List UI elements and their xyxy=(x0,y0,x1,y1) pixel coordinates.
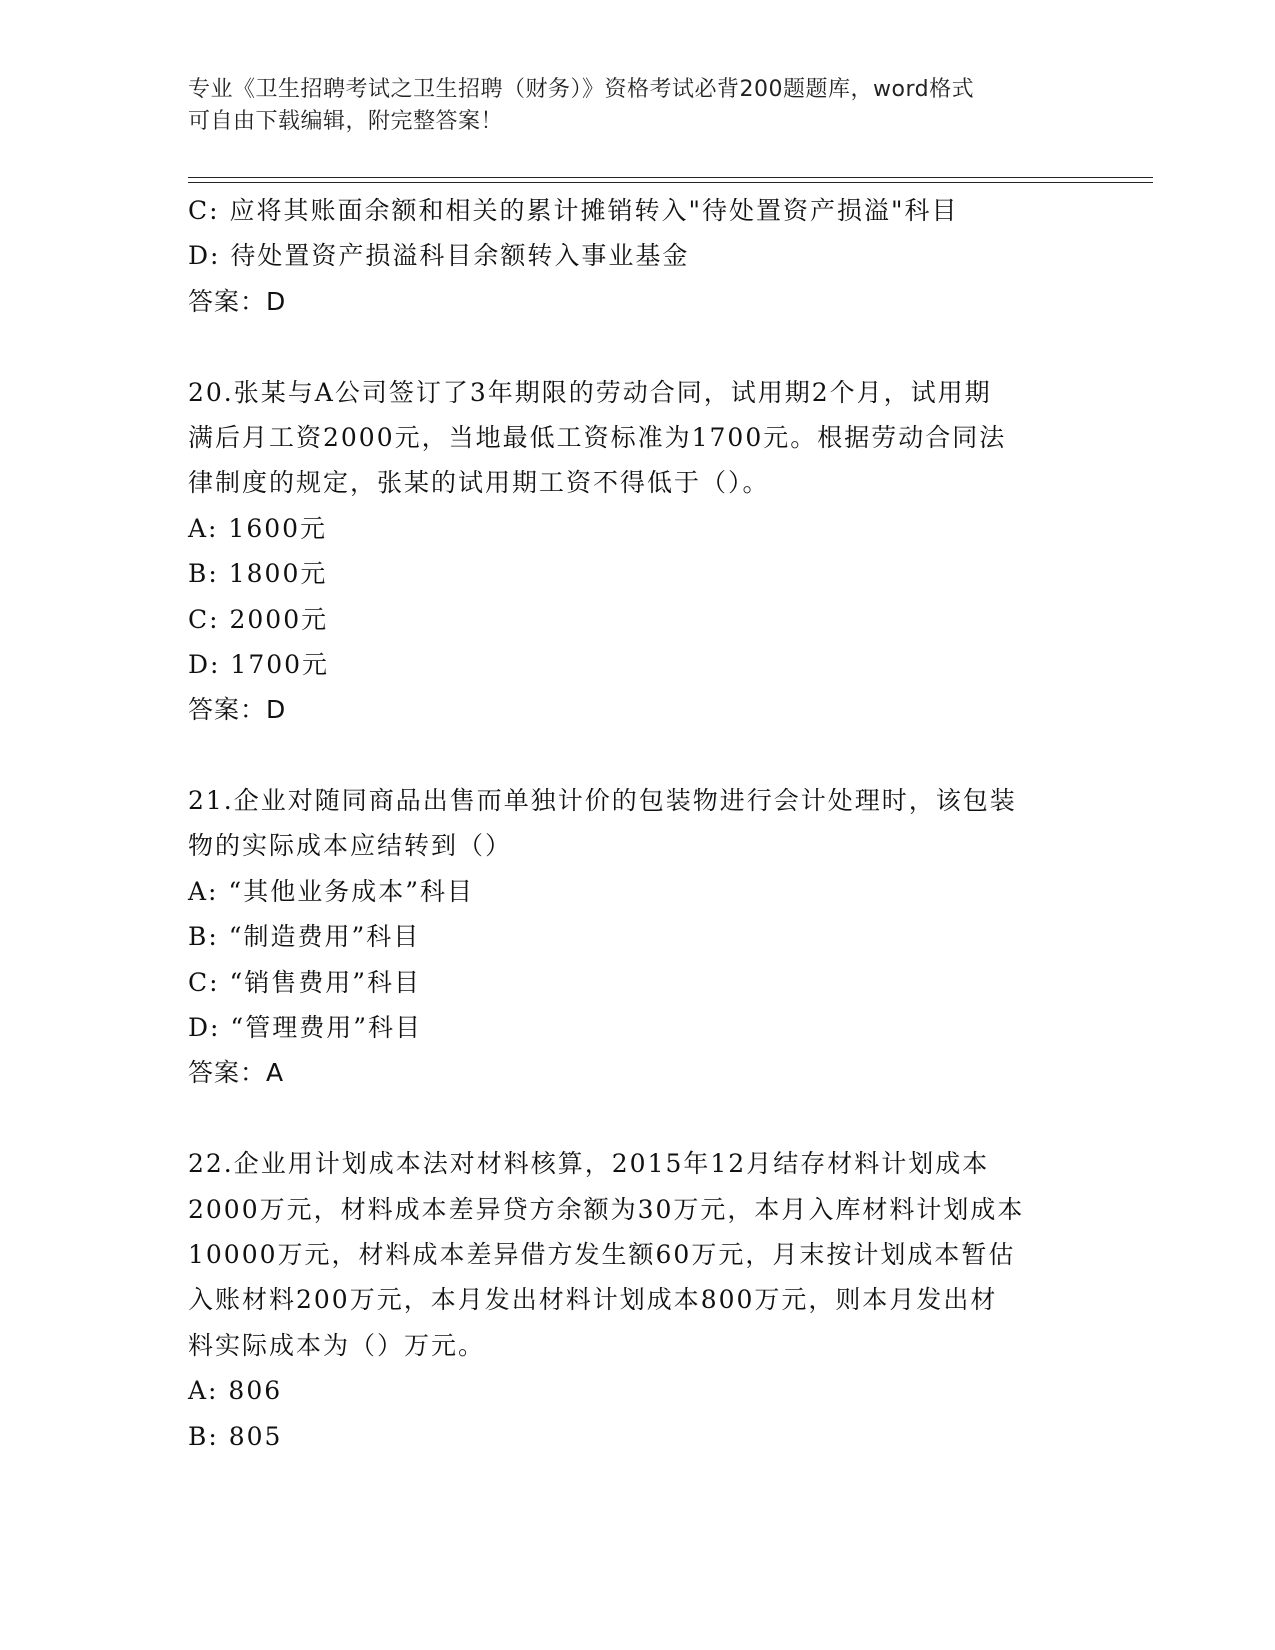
question-text-line: 满后月工资2000元，当地最低工资标准为1700元。根据劳动合同法 xyxy=(188,422,1007,452)
question-text-line: 物的实际成本应结转到（） xyxy=(188,831,513,861)
option-a: A: “其他业务成本”科目 xyxy=(188,876,474,906)
question-text-line: 20.张某与A公司签订了3年期限的劳动合同，试用期2个月，试用期 xyxy=(188,377,992,407)
option-a: A: 806 xyxy=(188,1376,283,1406)
spacer xyxy=(188,1096,1088,1141)
question-19-tail xyxy=(188,188,1088,324)
option-d: D: 1700元 xyxy=(188,649,330,679)
spacer xyxy=(188,324,1088,369)
question-text-line: 21.企业对随同商品出售而单独计价的包装物进行会计处理时，该包装 xyxy=(188,786,1017,816)
question-21 xyxy=(188,778,1088,1096)
answer: 答案：D xyxy=(188,286,287,316)
question-text-line: 入账材料200万元，本月发出材料计划成本800万元，则本月发出材 xyxy=(188,1285,998,1315)
answer: 答案：D xyxy=(188,695,287,725)
option-c: C: “销售费用”科目 xyxy=(188,967,422,997)
question-22 xyxy=(188,1141,1088,1459)
option-a: A: 1600元 xyxy=(188,513,328,543)
spacer xyxy=(188,733,1088,778)
option-d: D: “管理费用”科目 xyxy=(188,1013,422,1043)
header-divider-bottom xyxy=(188,182,1153,183)
header-title-line-1: 专业《卫生招聘考试之卫生招聘（财务）》资格考试必背200题题库，word格式 xyxy=(188,77,975,102)
question-text-line: 10000万元，材料成本差异借方发生额60万元，月末按计划成本暂估 xyxy=(188,1239,1016,1269)
option-d: D: 待处置资产损溢科目余额转入事业基金 xyxy=(188,241,690,271)
header-divider-top xyxy=(188,177,1153,178)
question-content xyxy=(188,188,1088,1459)
option-c: C: 2000元 xyxy=(188,604,329,634)
question-text-line: 2000万元，材料成本差异贷方余额为30万元，本月入库材料计划成本 xyxy=(188,1194,1025,1224)
question-20 xyxy=(188,370,1088,733)
header-title-line-2: 可自由下载编辑，附完整答案！ xyxy=(188,109,504,134)
question-text-line: 22.企业用计划成本法对材料核算，2015年12月结存材料计划成本 xyxy=(188,1149,990,1179)
option-c: C: 应将其账面余额和相关的累计摊销转入"待处置资产损溢"科目 xyxy=(188,196,959,225)
question-text-line: 律制度的规定，张某的试用期工资不得低于（）。 xyxy=(188,468,770,498)
question-text-line: 料实际成本为（）万元。 xyxy=(188,1330,486,1360)
option-b: B: 1800元 xyxy=(188,559,328,589)
option-b: B: “制造费用”科目 xyxy=(188,922,421,952)
option-b: B: 805 xyxy=(188,1421,283,1451)
answer: 答案：A xyxy=(188,1058,285,1088)
page-header xyxy=(188,74,1068,138)
